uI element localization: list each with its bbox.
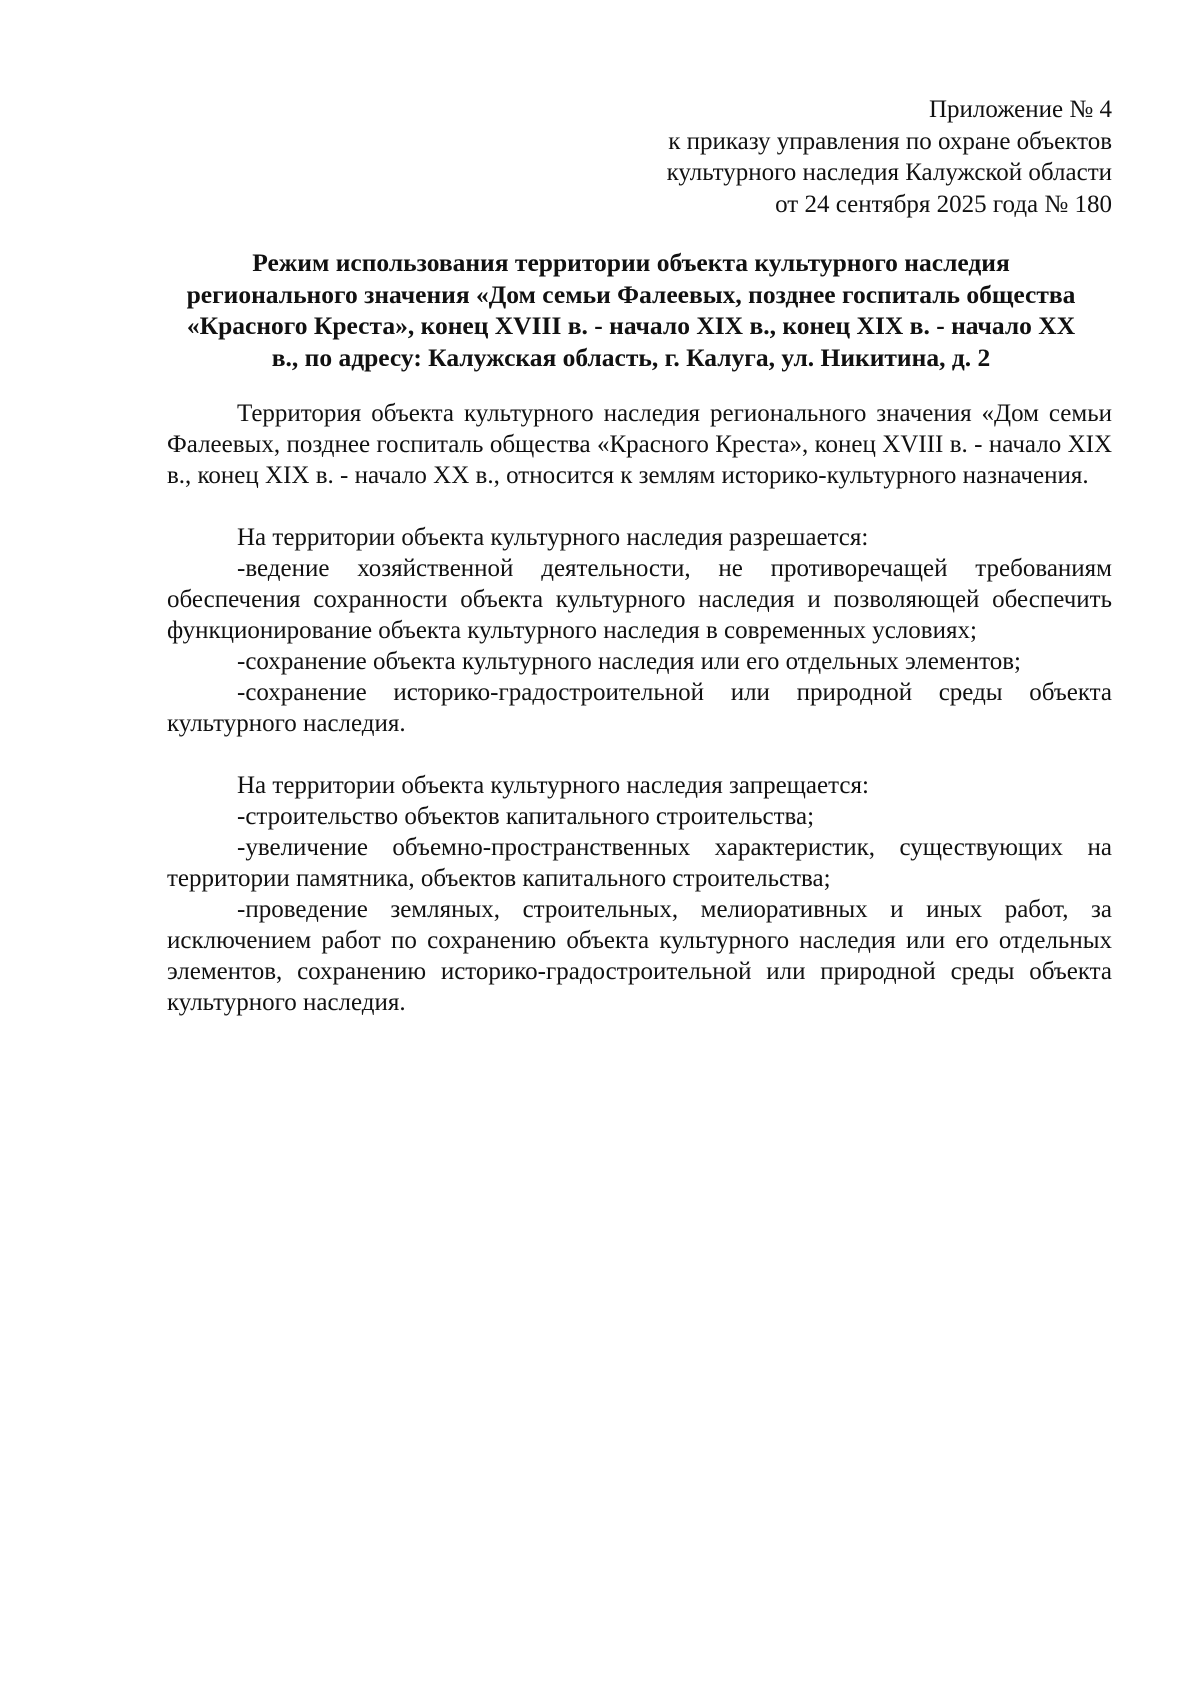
- allowed-item: -сохранение объекта культурного наследия или его отдельных элементов;: [237, 648, 1021, 675]
- title-line-2: регионального значения «Дом семьи Фалеевых, позднее госпиталь общества: [186, 279, 1076, 309]
- forbidden-item: -увеличение объемно-пространственных характеристик, существующих на территории памятника, объектов капитального строительства;: [167, 834, 1112, 892]
- appendix-order-ref: к приказу управления по охране объектов: [668, 127, 1112, 155]
- intro-paragraph: Территория объекта культурного наследия регионального значения «Дом семьи Фалеевых, позднее госпиталь общества «Красного Креста», конец XVIII в. - начало XIX в., конец XIX в. - начало XX в., относится к землям историко-культурного назначения.: [167, 400, 1112, 489]
- document-body: [167, 398, 1112, 1018]
- title-line-4: в., по адресу: Калужская область, г. Калуга, ул. Никитина, д. 2: [271, 342, 991, 372]
- allowed-item: -ведение хозяйственной деятельности, не противоречащей требованиям обеспечения сохранности объекта культурного наследия и позволяющей обеспечить функционирование объекта культурного наследия в современных условиях;: [167, 555, 1112, 644]
- appendix-authority: культурного наследия Калужской области: [666, 159, 1112, 186]
- appendix-number: Приложение № 4: [928, 96, 1112, 123]
- document-title: [150, 247, 1112, 373]
- title-line-1: Режим использования территории объекта культурного наследия: [252, 248, 1010, 277]
- title-line-3: «Красного Креста», конец XVIII в. - начало XIX в., конец XIX в. - начало XX: [186, 311, 1076, 340]
- forbidden-heading: На территории объекта культурного наследия запрещается:: [237, 772, 869, 799]
- paragraph-gap: [167, 739, 1112, 770]
- appendix-date: от 24 сентября 2025 года № 180: [775, 190, 1112, 218]
- forbidden-item: -проведение земляных, строительных, мелиоративных и иных работ, за исключением работ по сохранению объекта культурного наследия или его отдельных элементов, сохранению историко-градостроительной или природной среды объекта культурного наследия.: [167, 896, 1112, 1016]
- forbidden-item: -строительство объектов капитального строительства;: [237, 803, 815, 830]
- paragraph-gap: [167, 491, 1112, 522]
- allowed-heading: На территории объекта культурного наследия разрешается:: [237, 524, 869, 551]
- appendix-header: [552, 94, 1112, 220]
- allowed-item: -сохранение историко-градостроительной или природной среды объекта культурного наследия.: [167, 679, 1112, 737]
